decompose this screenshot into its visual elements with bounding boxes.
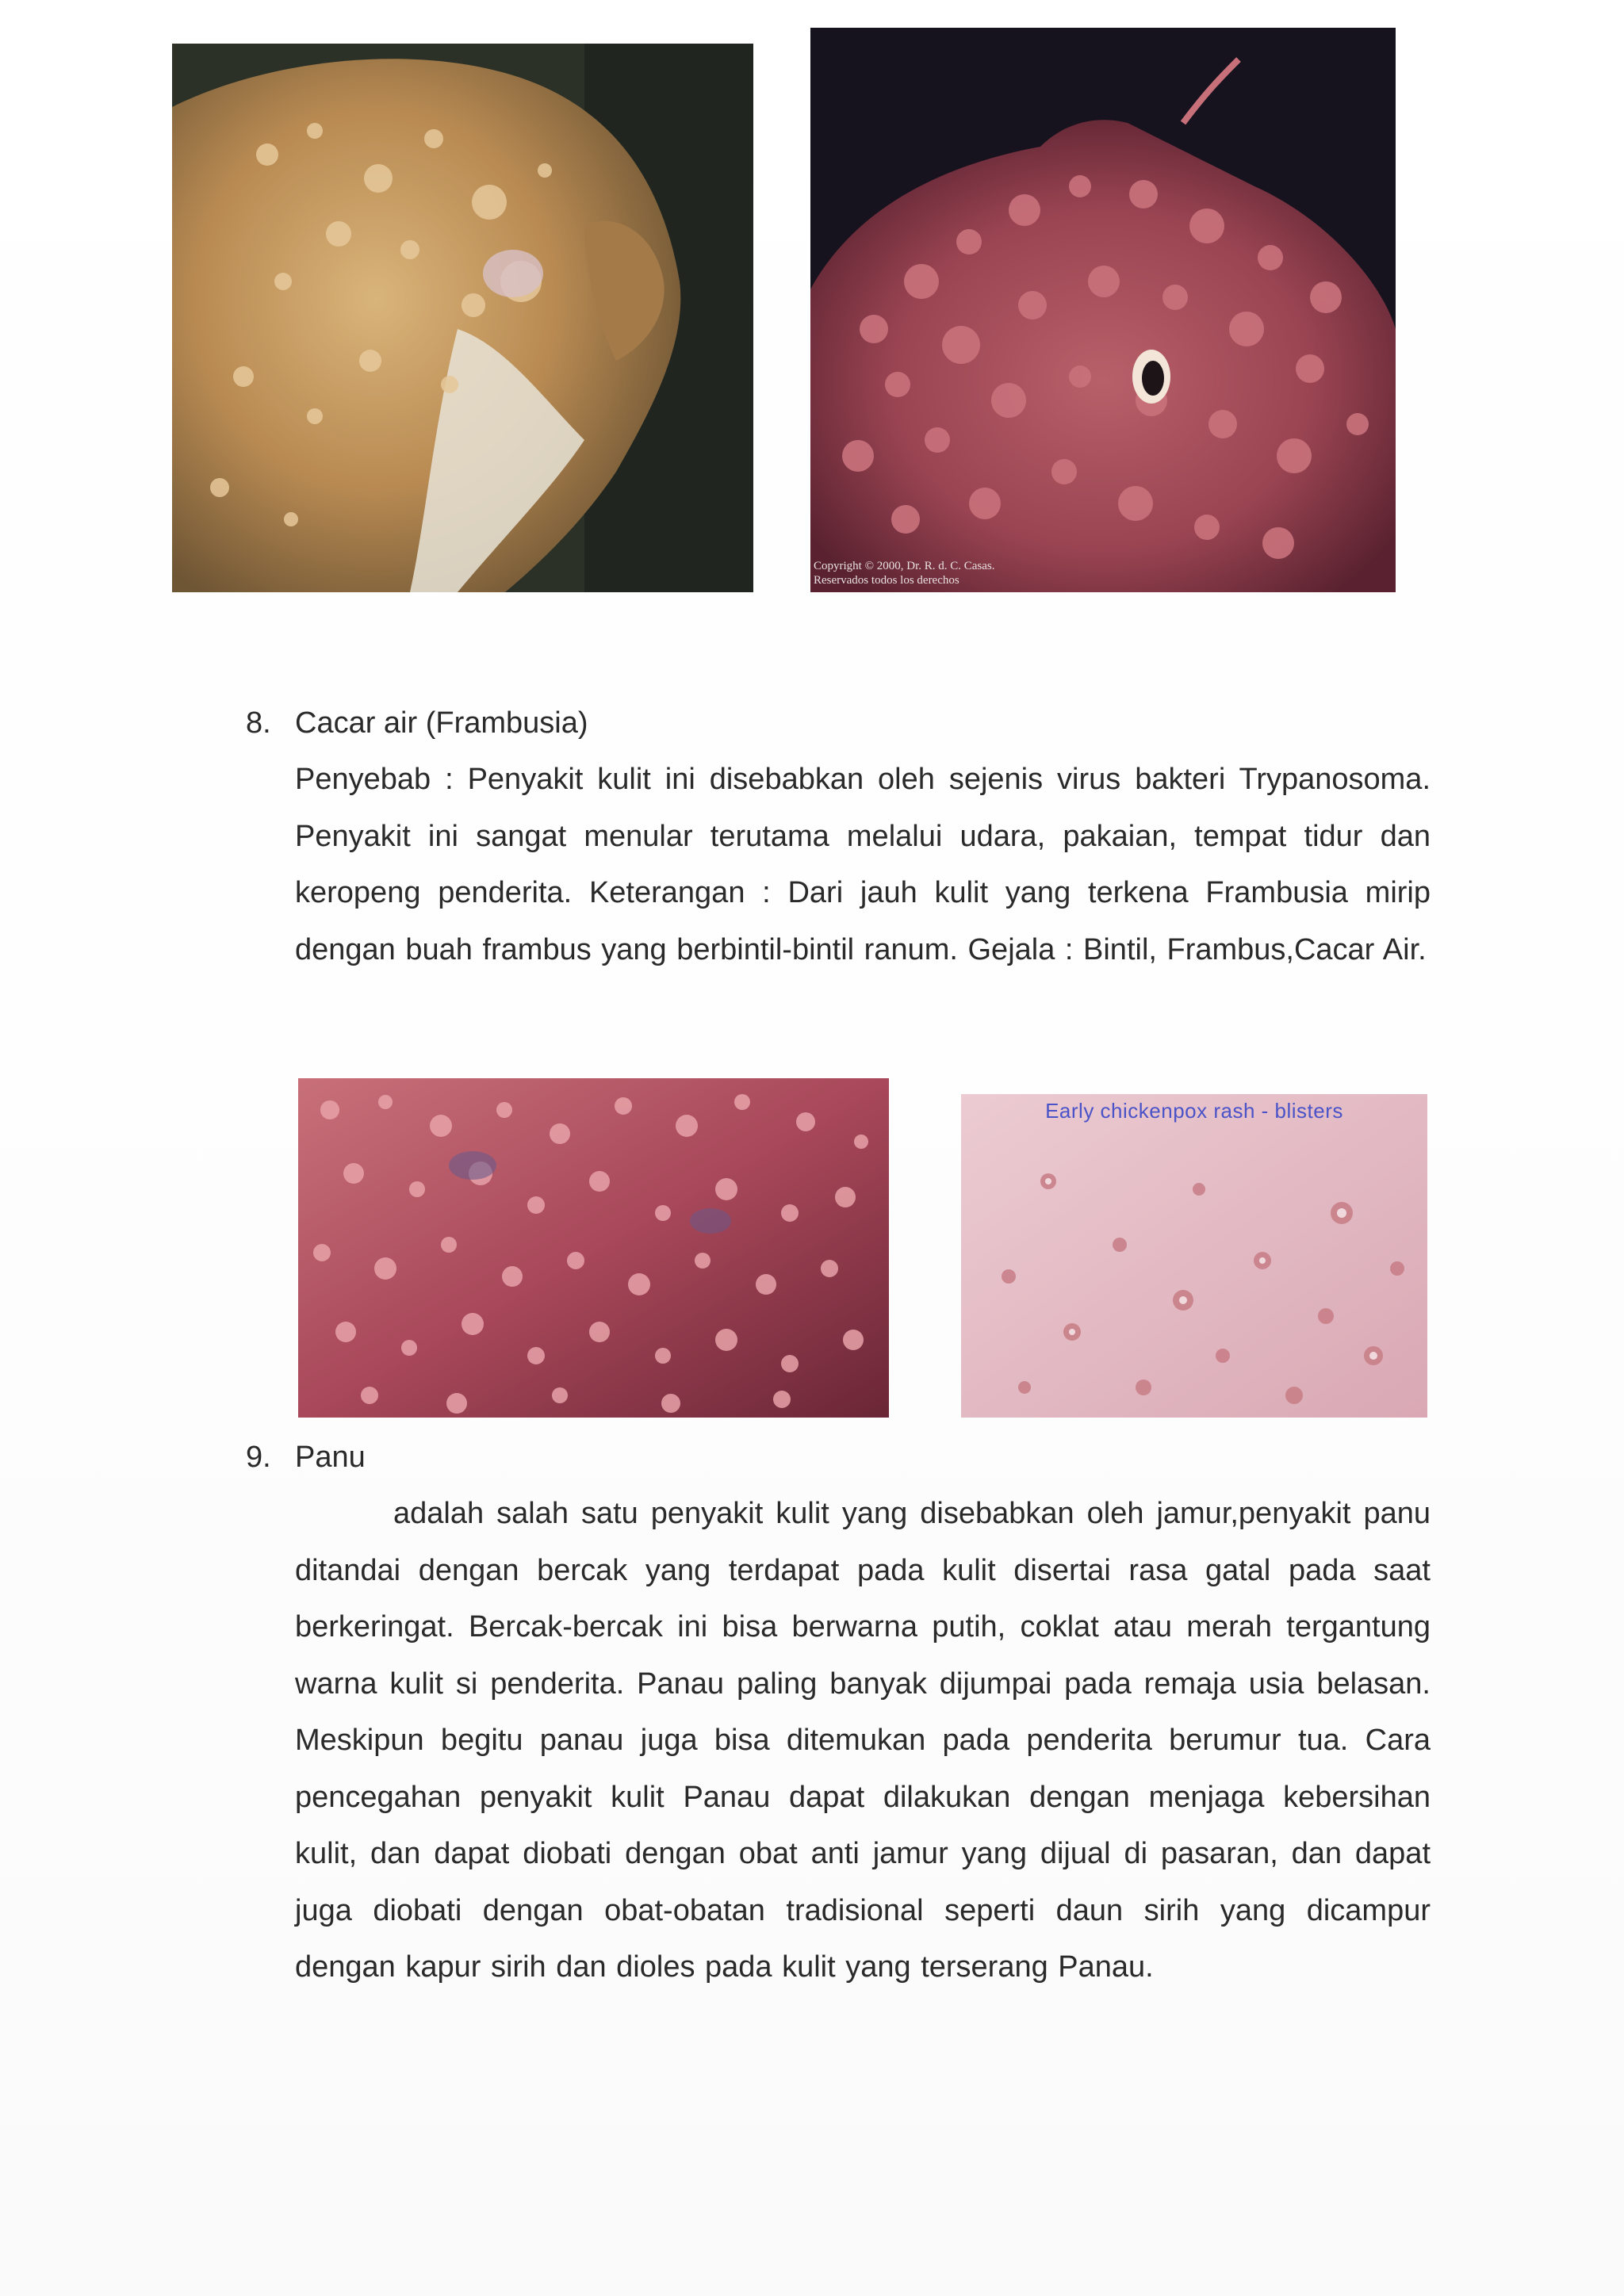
item-body: adalah salah satu penyakit kulit yang disebabkan oleh jamur,penyakit panu ditandai dengan bercak yang terdapat pada kulit disertai rasa gatal pada saat berkeringat. Bercak-bercak ini bisa berwarna putih, coklat atau merah tergantung warna kulit si penderita. Panau paling banyak dijumpai pada remaja usia belasan. Meskipun begitu panau juga bisa ditemukan pada penderita berumur tua. Cara pencegahan penyakit kulit Panau dapat dilakukan dengan menjaga kebersihan kulit, dan dapat diobati dengan obat anti jamur yang dijual di pasaran, dan dapat juga diobati dengan obat-obatan tradisional seperti daun sirih yang dicampur dengan kapur sirih dan dioles pada kulit yang terserang Panau. — [295, 1497, 1431, 1984]
item-number: 8. — [246, 706, 271, 740]
item-body: Penyebab : Penyakit kulit ini disebabkan oleh sejenis virus bakteri Trypanosoma. Penyakit ini sangat menular terutama melalui udara, pakaian, tempat tidur dan keropeng penderita. Keterangan : Dari jauh kulit yang terkena Frambusia mirip dengan buah frambus yang berbintil-bintil ranum. Gejala : Bintil, Frambus,Cacar Air. — [295, 763, 1431, 966]
photo-caption: Early chickenpox rash - blisters — [1045, 1099, 1343, 1123]
frambusia-face-photo — [172, 44, 753, 592]
photo-copyright: Copyright © 2000, Dr. R. d. C. Casas. Reservados todos los derechos — [814, 560, 995, 587]
frambusia-back-photo — [810, 28, 1396, 592]
chickenpox-rash-photo — [961, 1094, 1427, 1418]
item-title: Cacar air (Frambusia) — [295, 706, 588, 740]
item-number: 9. — [246, 1441, 271, 1474]
cacar-air-rash-photo — [298, 1078, 889, 1418]
item-title: Panu — [295, 1441, 366, 1474]
